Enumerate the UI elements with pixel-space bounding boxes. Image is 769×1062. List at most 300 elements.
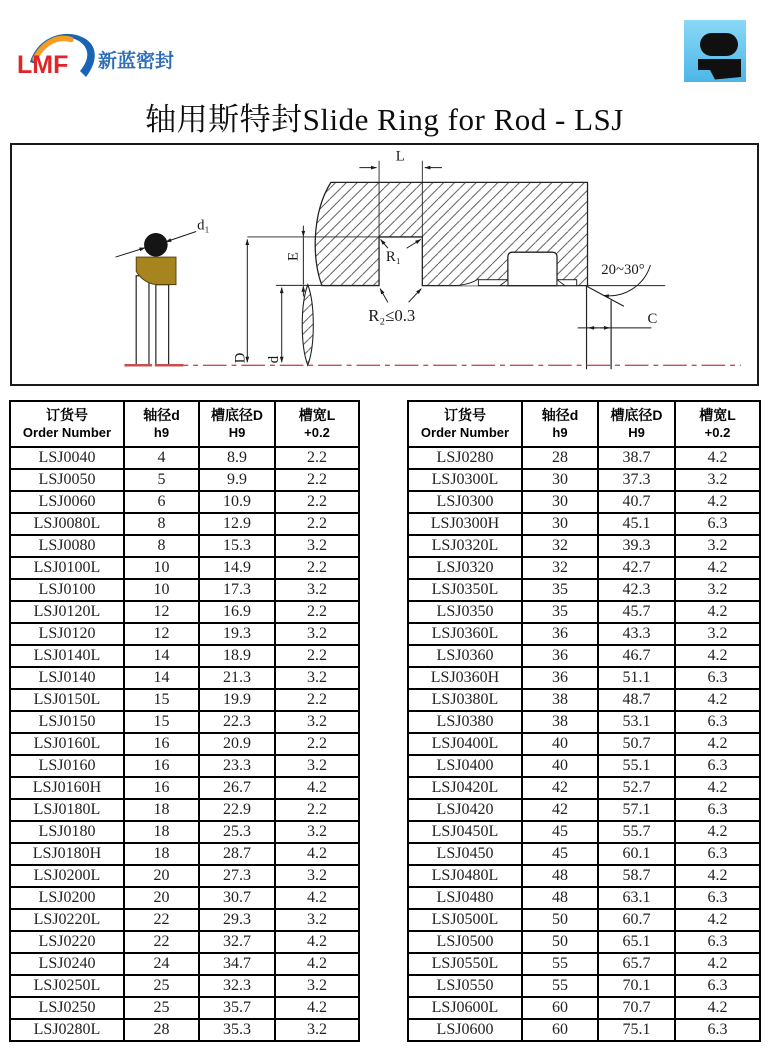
order-number-cell: LSJ0100L bbox=[10, 557, 124, 579]
table-row bbox=[408, 557, 760, 579]
order-number-cell: LSJ0120L bbox=[10, 601, 124, 623]
table-row bbox=[10, 821, 359, 843]
groove-width-cell: 4.2 bbox=[675, 689, 760, 711]
spec-table-right bbox=[407, 400, 761, 1042]
groove-diameter-cell: 40.7 bbox=[598, 491, 675, 513]
table-row bbox=[408, 865, 760, 887]
order-number-cell: LSJ0450 bbox=[408, 843, 522, 865]
groove-diameter-cell: 27.3 bbox=[199, 865, 275, 887]
groove-width-cell: 2.2 bbox=[275, 491, 359, 513]
table-row bbox=[408, 447, 760, 469]
table-row bbox=[408, 491, 760, 513]
groove-width-cell: 6.3 bbox=[675, 755, 760, 777]
rod-diameter-cell: 28 bbox=[124, 1019, 199, 1041]
order-number-cell: LSJ0120 bbox=[10, 623, 124, 645]
rod-diameter-cell: 48 bbox=[522, 887, 598, 909]
order-number-cell: LSJ0600 bbox=[408, 1019, 522, 1041]
groove-width-cell: 2.2 bbox=[275, 447, 359, 469]
table-row bbox=[408, 953, 760, 975]
icon-oring-shape bbox=[700, 33, 738, 56]
header-en: h9 bbox=[153, 424, 170, 440]
groove-width-cell: 3.2 bbox=[275, 865, 359, 887]
groove-diameter-cell: 26.7 bbox=[199, 777, 275, 799]
rod-diameter-cell: 6 bbox=[124, 491, 199, 513]
order-number-cell: LSJ0060 bbox=[10, 491, 124, 513]
groove-width-cell: 3.2 bbox=[275, 755, 359, 777]
rod-diameter-cell: 14 bbox=[124, 645, 199, 667]
order-number-cell: LSJ0280L bbox=[10, 1019, 124, 1041]
header-en: +0.2 bbox=[304, 424, 330, 440]
order-number-cell: LSJ0160 bbox=[10, 755, 124, 777]
table-row bbox=[408, 645, 760, 667]
groove-diameter-cell: 19.3 bbox=[199, 623, 275, 645]
groove-width-cell: 6.3 bbox=[675, 887, 760, 909]
order-number-cell: LSJ0180 bbox=[10, 821, 124, 843]
order-number-cell: LSJ0380 bbox=[408, 711, 522, 733]
groove-width-cell: 4.2 bbox=[275, 843, 359, 865]
rod-diameter-cell: 45 bbox=[522, 821, 598, 843]
groove-diameter-cell: 55.1 bbox=[598, 755, 675, 777]
rod-diameter-cell: 30 bbox=[522, 513, 598, 535]
order-number-cell: LSJ0450L bbox=[408, 821, 522, 843]
groove-diameter-cell: 75.1 bbox=[598, 1019, 675, 1041]
groove-diameter-cell: 35.3 bbox=[199, 1019, 275, 1041]
table-row bbox=[10, 667, 359, 689]
groove-diameter-cell: 19.9 bbox=[199, 689, 275, 711]
seal-wall-left bbox=[136, 276, 149, 365]
order-number-cell: LSJ0400 bbox=[408, 755, 522, 777]
order-number-cell: LSJ0500L bbox=[408, 909, 522, 931]
rod-diameter-cell: 60 bbox=[522, 1019, 598, 1041]
table-row bbox=[10, 997, 359, 1019]
rod-diameter-cell: 36 bbox=[522, 623, 598, 645]
order-number-cell: LSJ0250 bbox=[10, 997, 124, 1019]
groove-width-cell: 2.2 bbox=[275, 469, 359, 491]
table-row bbox=[10, 865, 359, 887]
order-number-cell: LSJ0220 bbox=[10, 931, 124, 953]
rod-diameter-cell: 18 bbox=[124, 799, 199, 821]
rod-diameter-cell: 20 bbox=[124, 887, 199, 909]
col-header-order-number bbox=[408, 401, 522, 447]
table-row bbox=[10, 557, 359, 579]
groove-diameter-cell: 50.7 bbox=[598, 733, 675, 755]
rod-diameter-cell: 12 bbox=[124, 623, 199, 645]
order-number-cell: LSJ0320L bbox=[408, 535, 522, 557]
rod-diameter-cell: 8 bbox=[124, 513, 199, 535]
order-number-cell: LSJ0150 bbox=[10, 711, 124, 733]
order-number-cell: LSJ0200L bbox=[10, 865, 124, 887]
order-number-cell: LSJ0240 bbox=[10, 953, 124, 975]
rod-diameter-cell: 48 bbox=[522, 865, 598, 887]
dim-label-L: L bbox=[395, 148, 405, 165]
groove-diameter-cell: 12.9 bbox=[199, 513, 275, 535]
groove-width-cell: 3.2 bbox=[675, 579, 760, 601]
rod-diameter-cell: 38 bbox=[522, 711, 598, 733]
rod-diameter-cell: 24 bbox=[124, 953, 199, 975]
rod-diameter-cell: 42 bbox=[522, 799, 598, 821]
groove-diameter-cell: 10.9 bbox=[199, 491, 275, 513]
table-row bbox=[10, 601, 359, 623]
groove-width-cell: 4.2 bbox=[275, 887, 359, 909]
logo-lmf-text: LMF bbox=[17, 51, 69, 79]
rod-diameter-cell: 55 bbox=[522, 975, 598, 997]
order-number-cell: LSJ0140L bbox=[10, 645, 124, 667]
order-number-cell: LSJ0280 bbox=[408, 447, 522, 469]
table-row bbox=[10, 755, 359, 777]
groove-width-cell: 4.2 bbox=[675, 909, 760, 931]
table-row bbox=[10, 777, 359, 799]
rod-diameter-cell: 20 bbox=[124, 865, 199, 887]
order-number-cell: LSJ0160L bbox=[10, 733, 124, 755]
table-row bbox=[408, 601, 760, 623]
groove-diameter-cell: 15.3 bbox=[199, 535, 275, 557]
rod-diameter-cell: 25 bbox=[124, 975, 199, 997]
groove-width-cell: 4.2 bbox=[675, 865, 760, 887]
groove-width-cell: 3.2 bbox=[275, 667, 359, 689]
rod-diameter-cell: 16 bbox=[124, 777, 199, 799]
table-row bbox=[408, 821, 760, 843]
groove-diameter-cell: 60.7 bbox=[598, 909, 675, 931]
rod-diameter-cell: 40 bbox=[522, 755, 598, 777]
table-row bbox=[408, 733, 760, 755]
groove-width-cell: 3.2 bbox=[675, 469, 760, 491]
groove-width-cell: 4.2 bbox=[675, 733, 760, 755]
rod-diameter-cell: 8 bbox=[124, 535, 199, 557]
dim-label-angle: 20~30° bbox=[601, 261, 645, 278]
table-row bbox=[408, 887, 760, 909]
groove-width-cell: 4.2 bbox=[675, 821, 760, 843]
groove-diameter-cell: 70.1 bbox=[598, 975, 675, 997]
groove-width-cell: 4.2 bbox=[275, 931, 359, 953]
table-row bbox=[408, 843, 760, 865]
groove-diameter-cell: 29.3 bbox=[199, 909, 275, 931]
groove-width-cell: 4.2 bbox=[275, 777, 359, 799]
rod-diameter-cell: 38 bbox=[522, 689, 598, 711]
rod-diameter-cell: 36 bbox=[522, 667, 598, 689]
groove-diameter-cell: 37.3 bbox=[598, 469, 675, 491]
table-row bbox=[408, 755, 760, 777]
dim-label-C: C bbox=[647, 310, 658, 327]
groove-diameter-cell: 55.7 bbox=[598, 821, 675, 843]
groove-diameter-cell: 42.3 bbox=[598, 579, 675, 601]
groove-diameter-cell: 34.7 bbox=[199, 953, 275, 975]
table-row bbox=[408, 909, 760, 931]
groove-diameter-cell: 14.9 bbox=[199, 557, 275, 579]
groove-diameter-cell: 16.9 bbox=[199, 601, 275, 623]
groove-diameter-cell: 53.1 bbox=[598, 711, 675, 733]
table-row bbox=[408, 667, 760, 689]
rod-diameter-cell: 32 bbox=[522, 535, 598, 557]
order-number-cell: LSJ0550L bbox=[408, 953, 522, 975]
order-number-cell: LSJ0350 bbox=[408, 601, 522, 623]
table-row bbox=[408, 535, 760, 557]
groove-diameter-cell: 58.7 bbox=[598, 865, 675, 887]
col-header-rod-diameter bbox=[522, 401, 598, 447]
table-row bbox=[10, 931, 359, 953]
table-row bbox=[10, 535, 359, 557]
rod-diameter-cell: 16 bbox=[124, 755, 199, 777]
groove-width-cell: 4.2 bbox=[675, 557, 760, 579]
groove-diameter-cell: 51.1 bbox=[598, 667, 675, 689]
seal-wall-right bbox=[156, 285, 169, 366]
groove-diameter-cell: 42.7 bbox=[598, 557, 675, 579]
order-number-cell: LSJ0420 bbox=[408, 799, 522, 821]
groove-width-cell: 6.3 bbox=[675, 667, 760, 689]
table-row bbox=[408, 1019, 760, 1041]
groove-diameter-cell: 30.7 bbox=[199, 887, 275, 909]
header-cn: 轴径d bbox=[541, 407, 579, 424]
groove-diameter-cell: 60.1 bbox=[598, 843, 675, 865]
groove-diameter-cell: 22.9 bbox=[199, 799, 275, 821]
table-row bbox=[10, 909, 359, 931]
header-cn: 槽底径D bbox=[610, 407, 663, 424]
rod-diameter-cell: 30 bbox=[522, 469, 598, 491]
spec-table-left bbox=[9, 400, 360, 1042]
groove-diameter-cell: 17.3 bbox=[199, 579, 275, 601]
page-title: 轴用斯特封Slide Ring for Rod - LSJ bbox=[145, 102, 624, 137]
table-row bbox=[408, 777, 760, 799]
rod-diameter-cell: 50 bbox=[522, 909, 598, 931]
order-number-cell: LSJ0480L bbox=[408, 865, 522, 887]
groove-diameter-cell: 23.3 bbox=[199, 755, 275, 777]
col-header-groove-width bbox=[675, 401, 760, 447]
rod-diameter-cell: 22 bbox=[124, 909, 199, 931]
groove-width-cell: 3.2 bbox=[275, 975, 359, 997]
order-number-cell: LSJ0500 bbox=[408, 931, 522, 953]
groove-width-cell: 4.2 bbox=[675, 997, 760, 1019]
groove-diameter-cell: 22.3 bbox=[199, 711, 275, 733]
groove-diameter-cell: 39.3 bbox=[598, 535, 675, 557]
dim-label-R2: R₂≤0.3 bbox=[368, 306, 416, 326]
groove-drawing bbox=[10, 143, 759, 386]
table-row bbox=[408, 689, 760, 711]
groove-width-cell: 2.2 bbox=[275, 513, 359, 535]
groove-width-cell: 6.3 bbox=[675, 931, 760, 953]
table-row bbox=[10, 689, 359, 711]
table-row bbox=[10, 1019, 359, 1041]
table-row bbox=[408, 469, 760, 491]
groove-width-cell: 3.2 bbox=[675, 623, 760, 645]
order-number-cell: LSJ0600L bbox=[408, 997, 522, 1019]
col-header-rod-diameter bbox=[124, 401, 199, 447]
table-row bbox=[10, 513, 359, 535]
groove-diameter-cell: 25.3 bbox=[199, 821, 275, 843]
dim-label-d1: d₁ bbox=[197, 217, 210, 234]
order-number-cell: LSJ0360 bbox=[408, 645, 522, 667]
rod-diameter-cell: 22 bbox=[124, 931, 199, 953]
groove-diameter-cell: 20.9 bbox=[199, 733, 275, 755]
groove-diameter-cell: 18.9 bbox=[199, 645, 275, 667]
groove-diameter-cell: 65.1 bbox=[598, 931, 675, 953]
rod-diameter-cell: 36 bbox=[522, 645, 598, 667]
groove-diameter-cell: 35.7 bbox=[199, 997, 275, 1019]
groove-diameter-cell: 57.1 bbox=[598, 799, 675, 821]
groove-width-cell: 4.2 bbox=[675, 447, 760, 469]
rod-diameter-cell: 40 bbox=[522, 733, 598, 755]
rod-diameter-cell: 32 bbox=[522, 557, 598, 579]
table-row bbox=[408, 711, 760, 733]
rod-diameter-cell: 35 bbox=[522, 601, 598, 623]
rod-break-section bbox=[302, 285, 313, 366]
rod-diameter-cell: 30 bbox=[522, 491, 598, 513]
groove-width-cell: 4.2 bbox=[675, 601, 760, 623]
rod-diameter-cell: 60 bbox=[522, 997, 598, 1019]
groove-diameter-cell: 9.9 bbox=[199, 469, 275, 491]
groove-diameter-cell: 8.9 bbox=[199, 447, 275, 469]
groove-diameter-cell: 45.1 bbox=[598, 513, 675, 535]
groove-diameter-cell: 28.7 bbox=[199, 843, 275, 865]
groove-width-cell: 6.3 bbox=[675, 1019, 760, 1041]
groove-width-cell: 3.2 bbox=[275, 821, 359, 843]
rod-diameter-cell: 55 bbox=[522, 953, 598, 975]
groove-width-cell: 6.3 bbox=[675, 799, 760, 821]
col-header-order-number bbox=[10, 401, 124, 447]
order-number-cell: LSJ0550 bbox=[408, 975, 522, 997]
rod-diameter-cell: 18 bbox=[124, 843, 199, 865]
rod-diameter-cell: 18 bbox=[124, 821, 199, 843]
order-number-cell: LSJ0320 bbox=[408, 557, 522, 579]
table-row bbox=[10, 623, 359, 645]
rod-diameter-cell: 45 bbox=[522, 843, 598, 865]
table-row bbox=[10, 711, 359, 733]
header-en: h9 bbox=[552, 424, 568, 440]
logo-cn-text: 新蓝密封 bbox=[98, 51, 174, 72]
groove-width-cell: 4.2 bbox=[275, 953, 359, 975]
rod-diameter-cell: 16 bbox=[124, 733, 199, 755]
groove-width-cell: 2.2 bbox=[275, 799, 359, 821]
groove-width-cell: 3.2 bbox=[275, 623, 359, 645]
order-number-cell: LSJ0480 bbox=[408, 887, 522, 909]
rod-diameter-cell: 42 bbox=[522, 777, 598, 799]
groove-width-cell: 3.2 bbox=[275, 711, 359, 733]
groove-width-cell: 6.3 bbox=[675, 843, 760, 865]
order-number-cell: LSJ0350L bbox=[408, 579, 522, 601]
order-number-cell: LSJ0360H bbox=[408, 667, 522, 689]
rod-diameter-cell: 15 bbox=[124, 711, 199, 733]
oring-section bbox=[144, 233, 168, 257]
table-row bbox=[408, 931, 760, 953]
order-number-cell: LSJ0100 bbox=[10, 579, 124, 601]
order-number-cell: LSJ0300H bbox=[408, 513, 522, 535]
groove-width-cell: 4.2 bbox=[275, 997, 359, 1019]
groove-diameter-cell: 32.7 bbox=[199, 931, 275, 953]
groove-width-cell: 3.2 bbox=[275, 579, 359, 601]
table-row bbox=[10, 887, 359, 909]
table-row bbox=[10, 491, 359, 513]
order-number-cell: LSJ0300L bbox=[408, 469, 522, 491]
order-number-cell: LSJ0180H bbox=[10, 843, 124, 865]
table-row bbox=[408, 799, 760, 821]
groove-width-cell: 4.2 bbox=[675, 777, 760, 799]
table-row bbox=[408, 975, 760, 997]
header-cn: 订货号 bbox=[444, 407, 486, 424]
dim-label-E: E bbox=[285, 252, 302, 262]
table-row bbox=[10, 953, 359, 975]
header-en: Order Number bbox=[420, 424, 510, 440]
order-number-cell: LSJ0360L bbox=[408, 623, 522, 645]
order-number-cell: LSJ0140 bbox=[10, 667, 124, 689]
groove-width-cell: 2.2 bbox=[275, 733, 359, 755]
header-en: H9 bbox=[228, 424, 246, 440]
groove-width-cell: 6.3 bbox=[675, 711, 760, 733]
retainer-groove bbox=[508, 252, 557, 285]
table-row bbox=[10, 645, 359, 667]
order-number-cell: LSJ0160H bbox=[10, 777, 124, 799]
order-number-cell: LSJ0180L bbox=[10, 799, 124, 821]
order-number-cell: LSJ0080L bbox=[10, 513, 124, 535]
groove-width-cell: 3.2 bbox=[275, 909, 359, 931]
order-number-cell: LSJ0250L bbox=[10, 975, 124, 997]
table-row bbox=[10, 469, 359, 491]
table-row bbox=[10, 975, 359, 997]
header-cn: 槽宽L bbox=[298, 407, 336, 424]
groove-diameter-cell: 38.7 bbox=[598, 447, 675, 469]
table-row bbox=[10, 843, 359, 865]
order-number-cell: LSJ0220L bbox=[10, 909, 124, 931]
groove-diameter-cell: 45.7 bbox=[598, 601, 675, 623]
col-header-groove-diameter bbox=[199, 401, 275, 447]
order-number-cell: LSJ0150L bbox=[10, 689, 124, 711]
groove-width-cell: 6.3 bbox=[675, 975, 760, 997]
company-logo bbox=[14, 26, 174, 88]
groove-diameter-cell: 70.7 bbox=[598, 997, 675, 1019]
order-number-cell: LSJ0040 bbox=[10, 447, 124, 469]
seal-profile-icon bbox=[684, 20, 746, 82]
rod-diameter-cell: 50 bbox=[522, 931, 598, 953]
col-header-groove-diameter bbox=[598, 401, 675, 447]
rod-diameter-cell: 10 bbox=[124, 579, 199, 601]
col-header-groove-width bbox=[275, 401, 359, 447]
rod-diameter-cell: 28 bbox=[522, 447, 598, 469]
table-row bbox=[408, 579, 760, 601]
groove-diameter-cell: 48.7 bbox=[598, 689, 675, 711]
groove-diameter-cell: 32.3 bbox=[199, 975, 275, 997]
rod-diameter-cell: 12 bbox=[124, 601, 199, 623]
order-number-cell: LSJ0080 bbox=[10, 535, 124, 557]
order-number-cell: LSJ0380L bbox=[408, 689, 522, 711]
table-header-row bbox=[408, 401, 760, 447]
order-number-cell: LSJ0420L bbox=[408, 777, 522, 799]
order-number-cell: LSJ0300 bbox=[408, 491, 522, 513]
header-cn: 轴径d bbox=[143, 407, 180, 424]
groove-width-cell: 2.2 bbox=[275, 689, 359, 711]
order-number-cell: LSJ0050 bbox=[10, 469, 124, 491]
dim-label-D: D bbox=[232, 352, 249, 364]
table-row bbox=[10, 733, 359, 755]
rod-diameter-cell: 35 bbox=[522, 579, 598, 601]
rod-diameter-cell: 25 bbox=[124, 997, 199, 1019]
rod-diameter-cell: 14 bbox=[124, 667, 199, 689]
order-number-cell: LSJ0200 bbox=[10, 887, 124, 909]
header-cn: 槽宽L bbox=[699, 407, 736, 424]
groove-diameter-cell: 43.3 bbox=[598, 623, 675, 645]
groove-width-cell: 3.2 bbox=[675, 535, 760, 557]
groove-width-cell: 2.2 bbox=[275, 601, 359, 623]
dim-label-R1: R₁ bbox=[385, 249, 401, 266]
groove-diameter-cell: 52.7 bbox=[598, 777, 675, 799]
header-en: H9 bbox=[628, 424, 645, 440]
rod-diameter-cell: 4 bbox=[124, 447, 199, 469]
order-number-cell: LSJ0400L bbox=[408, 733, 522, 755]
table-row bbox=[10, 579, 359, 601]
groove-width-cell: 4.2 bbox=[675, 953, 760, 975]
table-row bbox=[408, 623, 760, 645]
dim-label-d: d bbox=[265, 355, 282, 364]
table-row bbox=[408, 513, 760, 535]
header-en: Order Number bbox=[22, 424, 112, 440]
groove-width-cell: 2.2 bbox=[275, 557, 359, 579]
groove-width-cell: 4.2 bbox=[675, 491, 760, 513]
